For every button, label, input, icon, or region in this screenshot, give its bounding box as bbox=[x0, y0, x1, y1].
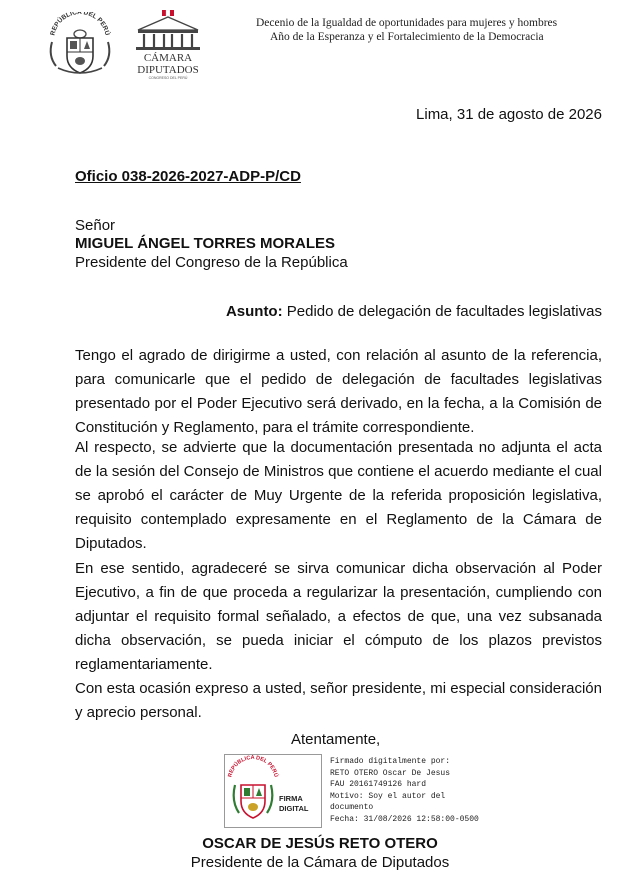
recipient-salutation: Señor bbox=[75, 217, 116, 234]
signature-line-5: documento bbox=[330, 803, 374, 812]
year-line: Año de la Esperanza y el Fortalecimiento de la Democracia bbox=[270, 31, 544, 43]
signature-line-4: Motivo: Soy el autor del bbox=[330, 791, 446, 801]
body-paragraph-1: Tengo el agrado de dirigirme a usted, con relación al asunto de la referencia, para comunicarle que el pedido de delegación de facultades legislativas presentado por el Poder Ejecutivo será derivado, en la fecha, a la Comisión de Constitución y Reglamento, para el trámite correspondiente. bbox=[75, 347, 602, 436]
body-paragraph-3: En ese sentido, agradeceré se sirva comunicar dicha observación al Poder Ejecutivo, a fin de que proceda a regularizar la presentación, cumpliendo con adjuntar el requisito formal señalado, a efectos de que, una vez subsanada dicha observación, se pueda iniciar el cómputo de los plazos previstos reglamentariamente. bbox=[75, 560, 602, 673]
signer-name: OSCAR DE JESÚS RETO OTERO bbox=[202, 835, 438, 852]
subject-text: Pedido de delegación de facultades legislativas bbox=[286, 303, 602, 320]
svg-text:DIGITAL: DIGITAL bbox=[279, 804, 309, 813]
digital-signature-stamp bbox=[224, 754, 322, 828]
peru-coat-of-arms-logo bbox=[44, 12, 116, 78]
signature-line-1: Firmado digitalmente por: bbox=[330, 757, 451, 766]
digital-signature-block bbox=[224, 754, 479, 828]
decade-line: Decenio de la Igualdad de oportunidades para mujeres y hombres bbox=[256, 17, 558, 29]
camara-logo-line2: DIPUTADOS bbox=[137, 64, 199, 76]
subject-label: Asunto: bbox=[225, 303, 283, 320]
camara-diputados-logo bbox=[126, 10, 210, 80]
signature-line-2: RETO OTERO Oscar De Jesus bbox=[330, 768, 451, 778]
camara-logo-line1: CÁMARA bbox=[143, 52, 193, 64]
camara-logo-subtitle: CONGRESO DEL PERÚ bbox=[148, 76, 188, 80]
svg-text:REPÚBLICA DEL PERÚ: REPÚBLICA DEL PERÚ bbox=[49, 12, 111, 37]
subject-line bbox=[226, 303, 602, 320]
signature-line-6: Fecha: 31/08/2026 12:58:00-0500 bbox=[330, 814, 479, 824]
body-paragraph-2: Al respecto, se advierte que la documentación presentada no adjunta el acta de la sesión del Consejo de Ministros que contiene el acuerdo mediante el cual se aprobó el carácter de Muy Urgente de la referida proposición legislativa, requisito contemplado expresamente en el Reglamento de la Cámara de Diputados. bbox=[75, 439, 602, 552]
digital-signature-details bbox=[330, 756, 479, 825]
body-paragraph-4: Con esta ocasión expreso a usted, señor presidente, mi especial consideración y aprecio personal. bbox=[75, 680, 602, 721]
oficio-number: Oficio 038-2026-2027-ADP-P/CD bbox=[75, 168, 301, 185]
svg-text:REPÚBLICA DEL PERÚ: REPÚBLICA DEL PERÚ bbox=[227, 755, 279, 778]
recipient-name: MIGUEL ÁNGEL TORRES MORALES bbox=[75, 235, 336, 252]
signature-line-3: FAU 20161749126 hard bbox=[330, 780, 427, 789]
recipient-title: Presidente del Congreso de la República bbox=[75, 254, 348, 271]
date-line: Lima, 31 de agosto de 2026 bbox=[416, 106, 602, 123]
signer-title: Presidente de la Cámara de Diputados bbox=[190, 854, 450, 871]
closing-text: Atentamente, bbox=[291, 731, 381, 748]
svg-text:FIRMA: FIRMA bbox=[279, 794, 303, 803]
